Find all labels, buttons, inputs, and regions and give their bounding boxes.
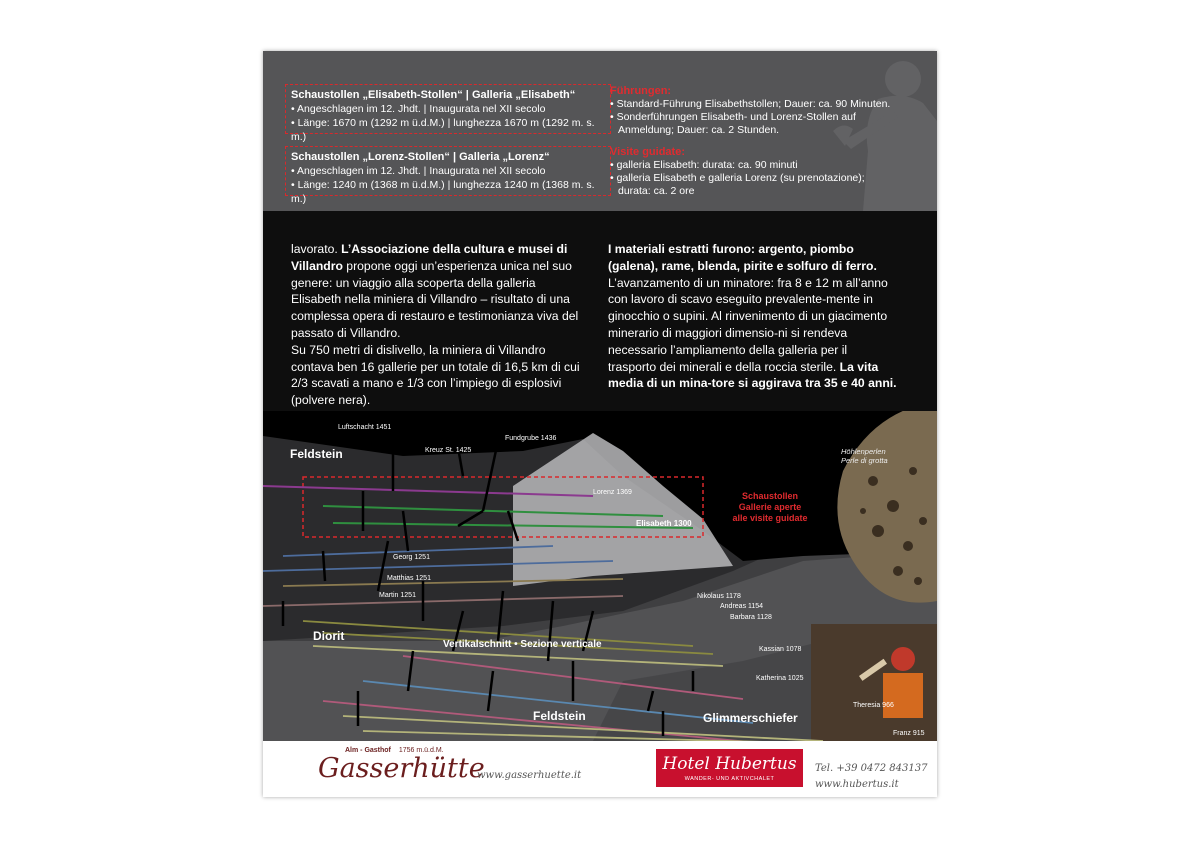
hotel-hubertus-logo: [656, 749, 803, 787]
text-left: [291, 241, 583, 409]
pearls-it: Perle di grotta: [841, 456, 888, 465]
label-nikolaus: Nikolaus 1178: [697, 593, 741, 600]
brochure-page: [263, 51, 937, 797]
label-feldstein-bottom: Feldstein: [533, 709, 586, 723]
elisabeth-box-line2: • Länge: 1670 m (1292 m ü.d.M.) | lunghezza 1670 m (1292 m. s. m.): [291, 117, 595, 143]
open-galleries-label: [725, 491, 815, 524]
label-elisabeth: Elisabeth 1300: [636, 519, 692, 528]
mine-diagram-svg: [263, 411, 937, 741]
gasserhuette-logo: Gasserhütte: [318, 753, 485, 784]
tours-it-heading: Visite guidate:: [610, 146, 685, 158]
label-kreuz: Kreuz St. 1425: [425, 447, 472, 454]
tours-it-item2b: durata: ca. 2 ore: [618, 185, 695, 197]
label-lorenz: Lorenz 1369: [593, 489, 632, 496]
text-left-p2: Su 750 metri di dislivello, la miniera di Villandro contava ben 16 gallerie per un totale di 16,5 km di cui 2/3 scavati a mano e 1/3 con l’impiego di esplosivi (polvere nera).: [291, 342, 580, 408]
open-line1: Schaustollen: [741, 491, 798, 501]
label-franz: Franz 915: [893, 730, 925, 737]
text-right-bold2: La vita media di un mina-tore si aggirava tra 35 e 40 anni.: [608, 359, 897, 391]
text-left-p1a: lavorato.: [291, 242, 342, 256]
label-section: Vertikalschnitt • Sezione verticale: [443, 639, 602, 650]
tours-de: [610, 85, 920, 137]
alm-text: Alm - Gasthof: [345, 747, 391, 754]
label-theresia: Theresia 966: [853, 702, 894, 709]
text-right: [608, 241, 898, 392]
text-left-p1c: propone oggi un’esperienza unica nel suo genere: un viaggio alla scoperta della galleria Elisabeth nella miniera di Villandro – risultato di una complessa opera di restauro e testimonianza viva del passato di Villandro.: [291, 258, 579, 340]
hotel-name: Hotel Hubertus: [662, 754, 797, 774]
label-luftschacht: Luftschacht 1451: [338, 424, 392, 431]
hotel-subtitle: WANDER- UND AKTIVCHALET: [684, 776, 775, 782]
label-feldstein-top: Feldstein: [290, 447, 343, 461]
label-kassian: Kassian 1078: [759, 646, 802, 653]
tours-it-item1: • galleria Elisabeth: durata: ca. 90 minuti: [610, 159, 798, 171]
lorenz-info-box: [285, 146, 611, 205]
open-line3: alle visite guidate: [732, 513, 808, 523]
open-line2: Gallerie aperte: [738, 502, 802, 512]
hotel-phone: Tel. +39 0472 843137: [815, 763, 928, 774]
label-diorit: Diorit: [313, 629, 345, 643]
elisabeth-box-title: Schaustollen „Elisabeth-Stollen“ | Galleria „Elisabeth“: [291, 89, 576, 101]
text-right-bold1: I materiali estratti furono: argento, piombo (galena), rame, blenda, pirite e solfuro di ferro.: [608, 242, 877, 273]
label-barbara: Barbara 1128: [730, 614, 772, 621]
label-georg: Georg 1251: [393, 554, 430, 561]
info-header: [263, 51, 937, 211]
altitude-text: 1756 m.ü.d.M.: [398, 747, 444, 754]
lorenz-box-line1: • Angeschlagen im 12. Jhdt. | Inaugurata nel XII secolo: [291, 165, 546, 177]
label-martin: Martin 1251: [379, 592, 416, 599]
tours-de-heading: Führungen:: [610, 85, 672, 97]
text-band: [263, 211, 937, 411]
label-matthias: Matthias 1251: [387, 575, 431, 582]
label-fundgrube: Fundgrube 1436: [505, 435, 557, 442]
lorenz-box-title: Schaustollen „Lorenz-Stollen“ | Galleria „Lorenz“: [291, 151, 550, 163]
tours-de-item2b: Anmeldung; Dauer: ca. 2 Stunden.: [618, 124, 780, 136]
pearls-de: Höhlenperlen: [841, 447, 886, 456]
mine-cross-section: [263, 411, 937, 741]
text-right-body: L’avanzamento di un minatore: fra 8 e 12 m all’anno con lavoro di scavo eseguito prevalente-mente in ginocchio o supini. Al rinvenimento di un giacimento minerario di maggiori dimensio-ni si rendeva necessario l’ampliamento della galleria per il trasporto dei minerali e della roccia sterile.: [608, 275, 888, 374]
label-glimmerschiefer: Glimmerschiefer: [703, 711, 798, 725]
gasserhuette-url[interactable]: www.gasserhuette.it: [477, 770, 582, 781]
label-katherina: Katherina 1025: [756, 675, 804, 682]
sponsor-footer: [263, 741, 937, 797]
lorenz-box-line2: • Länge: 1240 m (1368 m ü.d.M.) | lunghezza 1240 m (1368 m. s. m.): [291, 179, 595, 205]
label-andreas: Andreas 1154: [720, 603, 764, 610]
hotel-url[interactable]: www.hubertus.it: [815, 779, 899, 790]
elisabeth-info-box: [285, 84, 611, 143]
tours-de-item2a: • Sonderführungen Elisabeth- und Lorenz-Stollen auf: [610, 111, 856, 123]
elisabeth-box-line1: • Angeschlagen im 12. Jhdt. | Inaugurata nel XII secolo: [291, 103, 546, 115]
cave-pearls-label: [841, 447, 888, 465]
tours-it: [610, 146, 920, 198]
tours-it-item2a: • galleria Elisabeth e galleria Lorenz (su prenotazione);: [610, 172, 865, 184]
tours-de-item1: • Standard-Führung Elisabethstollen; Dauer: ca. 90 Minuten.: [610, 98, 891, 110]
text-left-p1b: L’Associazione della cultura e musei di Villandro: [291, 242, 568, 273]
